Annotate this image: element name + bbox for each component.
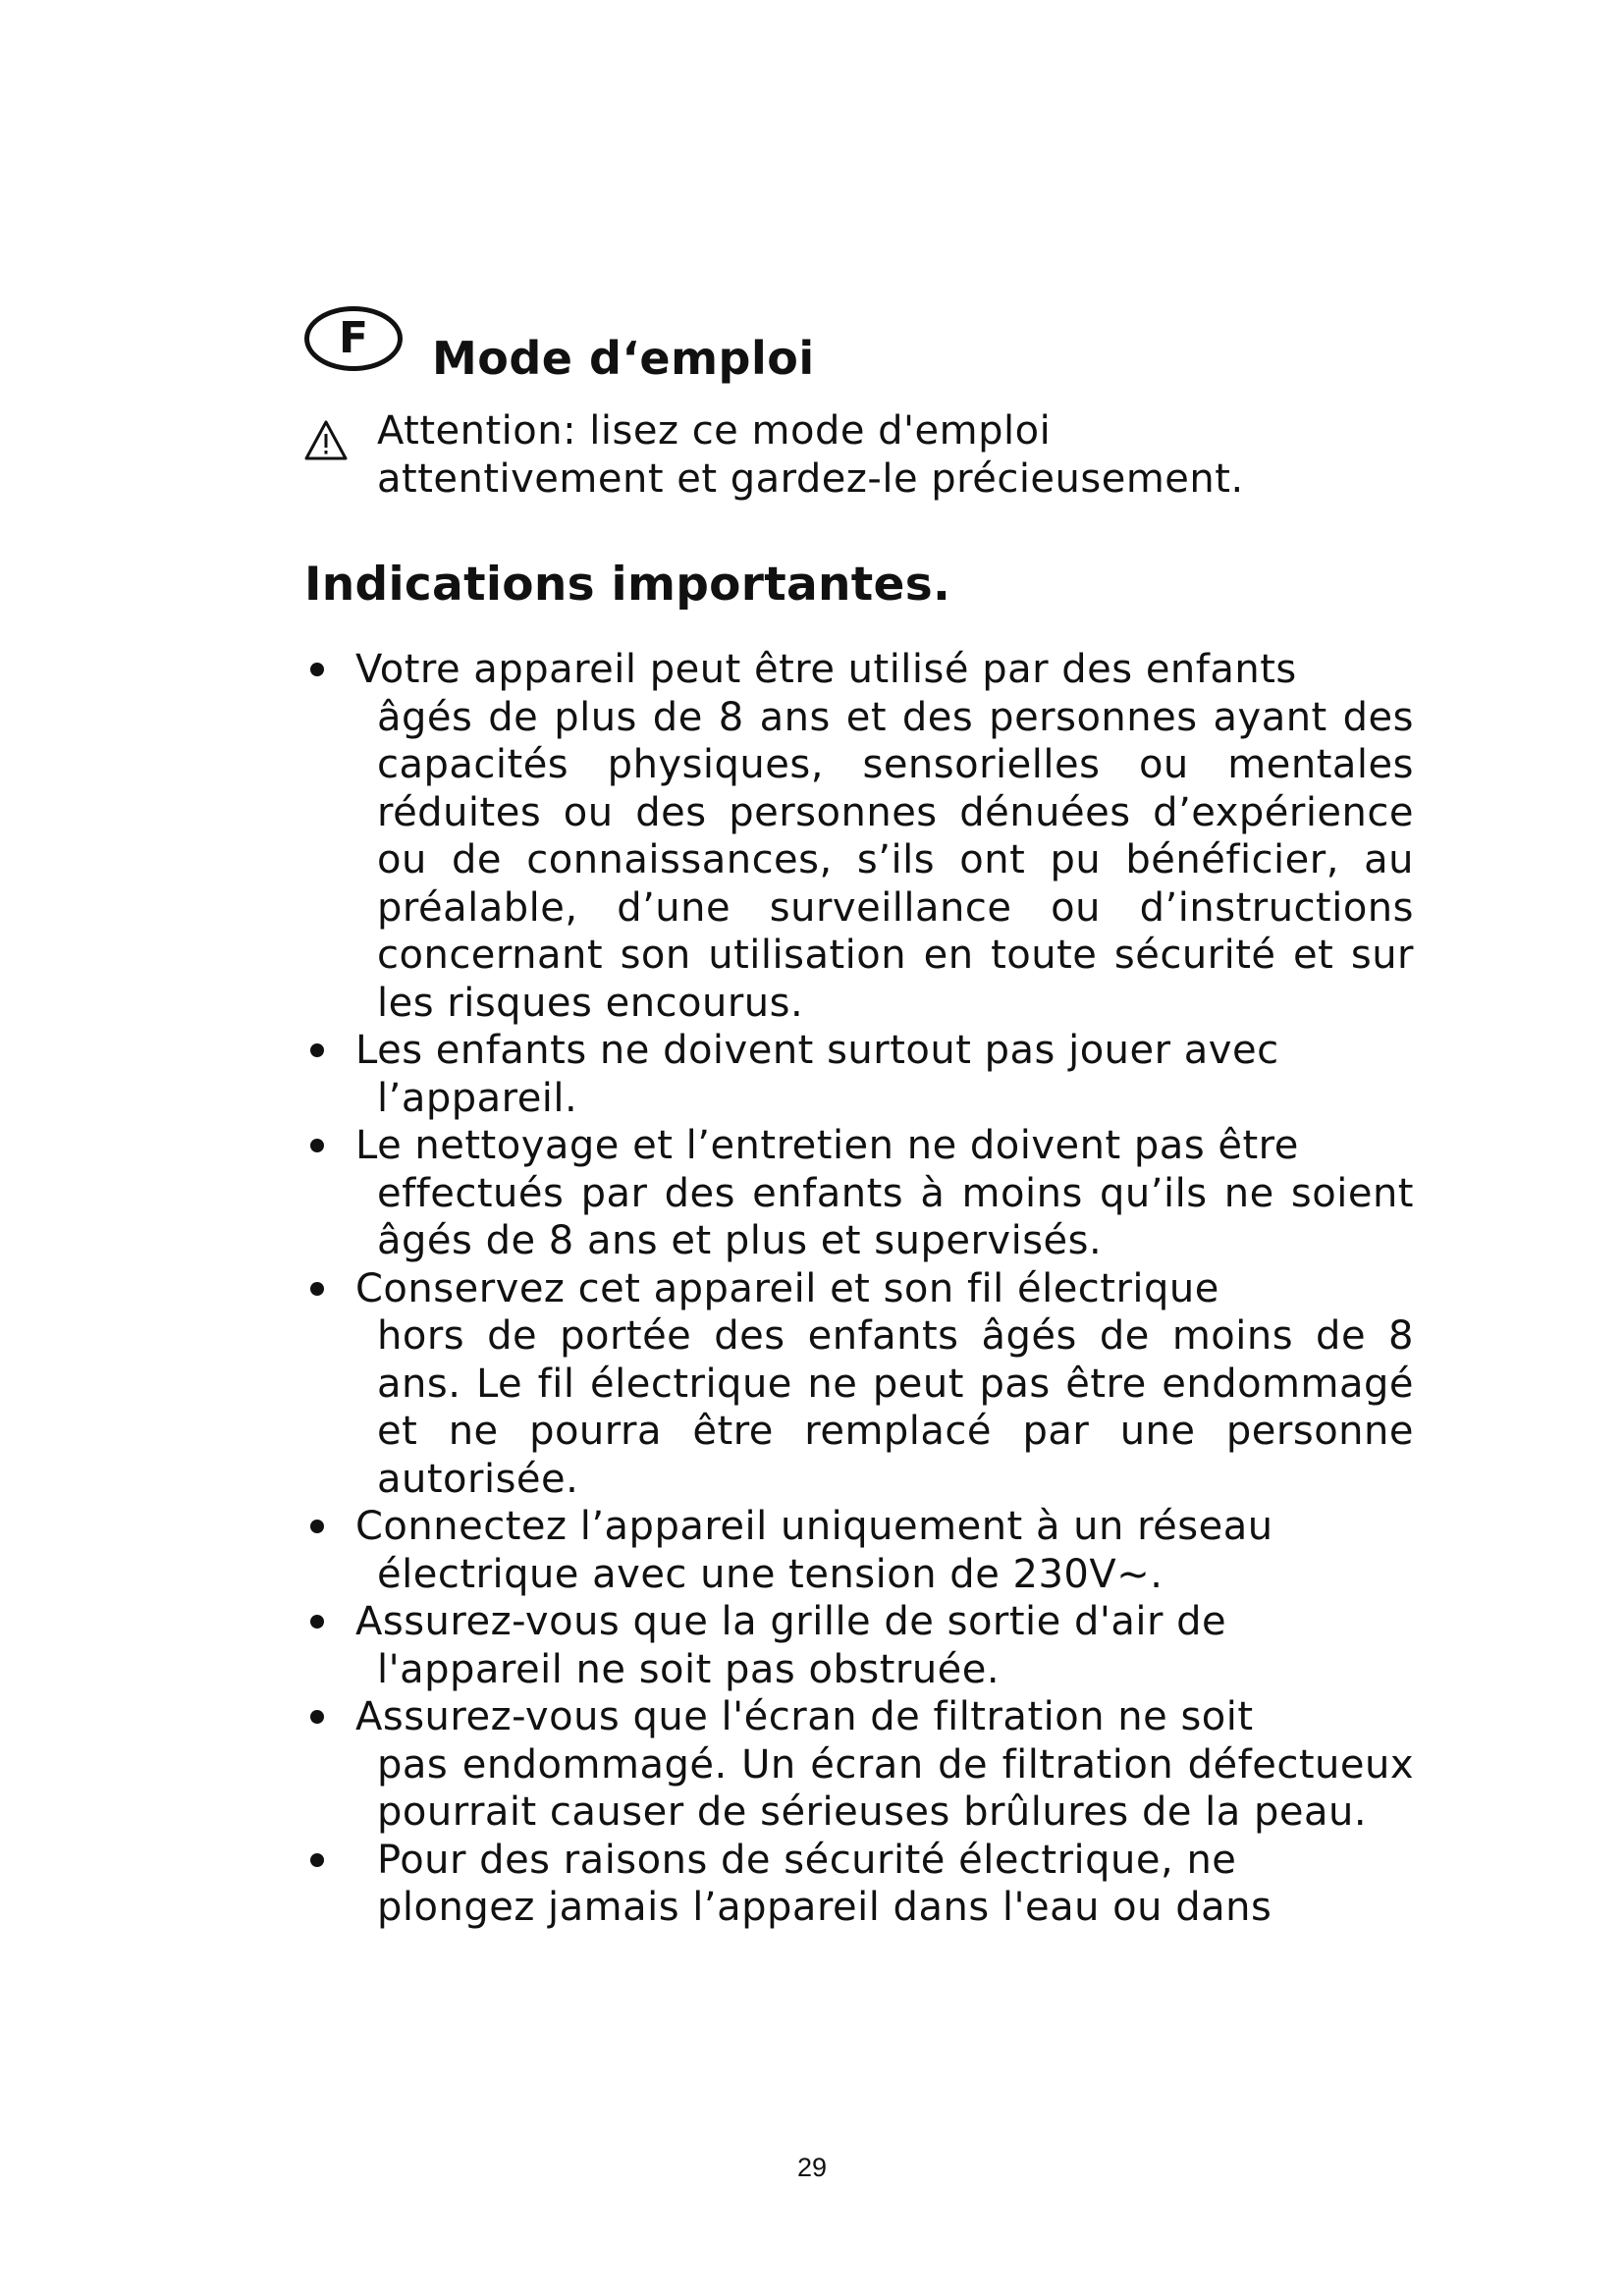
- bullet-first-line: Assurez-vous que la grille de sortie d'air de: [355, 1599, 1227, 1644]
- list-item: [304, 1027, 1414, 1122]
- bullet-first-line: Conservez cet appareil et son fil électrique: [355, 1265, 1219, 1311]
- bullet-dot: [310, 1282, 324, 1296]
- attention-line-1: Attention: lisez ce mode d'emploi: [377, 408, 1052, 454]
- bullet-first-line: Assurez-vous que l'écran de filtration ne soit: [355, 1694, 1254, 1739]
- bullet-dot: [310, 1710, 324, 1724]
- list-item: [304, 1265, 1414, 1504]
- bullet-dot: [310, 1615, 324, 1629]
- bullet-continuation: l'appareil ne soit pas obstruée.: [377, 1646, 1001, 1692]
- bullet-continuation: électrique avec une tension de 230V~.: [377, 1551, 1164, 1597]
- bullet-continuation: plongez jamais l’appareil dans l'eau ou dans: [377, 1885, 1272, 1930]
- page-number: 29: [796, 2153, 828, 2182]
- bullet-first-line: Le nettoyage et l’entretien ne doivent pas être: [355, 1123, 1299, 1168]
- list-item: [304, 1693, 1414, 1837]
- bullet-dot: [310, 1139, 324, 1152]
- page-title: Mode d‘emploi: [432, 332, 815, 385]
- section-title: Indications importantes.: [304, 558, 951, 612]
- attention-text: [377, 407, 1244, 504]
- bullet-continuation: âgés de plus de 8 ans et des personnes ayant des capacités physiques, sensorielles ou mentales réduites ou des personnes dénuées d’expérience ou de connaissances, s’ils ont pu bénéficier, au préalable, d’une surveillance ou d’instructions concernant son utilisation en toute sécurité et sur les risques encourus.: [377, 694, 1414, 1026]
- bullet-dot: [310, 1043, 324, 1057]
- list-item: [304, 1122, 1414, 1265]
- bullet-continuation: pas endommagé. Un écran de filtration défectueux pourrait causer de sérieuses brûlures de la peau.: [377, 1741, 1414, 1835]
- list-item: [304, 646, 1414, 1027]
- bullet-first-line: Votre appareil peut être utilisé par des enfants: [355, 647, 1297, 692]
- bullet-first-line: Pour des raisons de sécurité électrique, ne: [377, 1837, 1237, 1883]
- list-item: [304, 1837, 1414, 1932]
- bullet-first-line: Connectez l’appareil uniquement à un réseau: [355, 1504, 1273, 1549]
- bullet-dot: [310, 663, 324, 676]
- language-badge: [304, 306, 403, 371]
- bullet-continuation: hors de portée des enfants âgés de moins de 8 ans. Le fil électrique ne peut pas être endommagé et ne pourra être remplacé par une personne autorisée.: [377, 1313, 1414, 1502]
- warning-triangle-icon: [304, 419, 348, 462]
- bullet-dot: [310, 1853, 324, 1867]
- list-item: [304, 1503, 1414, 1598]
- bullet-continuation: l’appareil.: [377, 1075, 578, 1121]
- safety-bullet-list: [304, 646, 1414, 1932]
- attention-notice: [304, 407, 1384, 504]
- bullet-dot: [310, 1520, 324, 1533]
- page-header: [304, 294, 815, 383]
- attention-line-2: attentivement et gardez-le précieusement.: [377, 456, 1244, 502]
- bullet-first-line: Les enfants ne doivent surtout pas jouer avec: [355, 1028, 1279, 1073]
- language-badge-letter: F: [338, 313, 369, 363]
- list-item: [304, 1598, 1414, 1693]
- bullet-continuation: effectués par des enfants à moins qu’ils ne soient âgés de 8 ans et plus et supervisés.: [377, 1170, 1414, 1263]
